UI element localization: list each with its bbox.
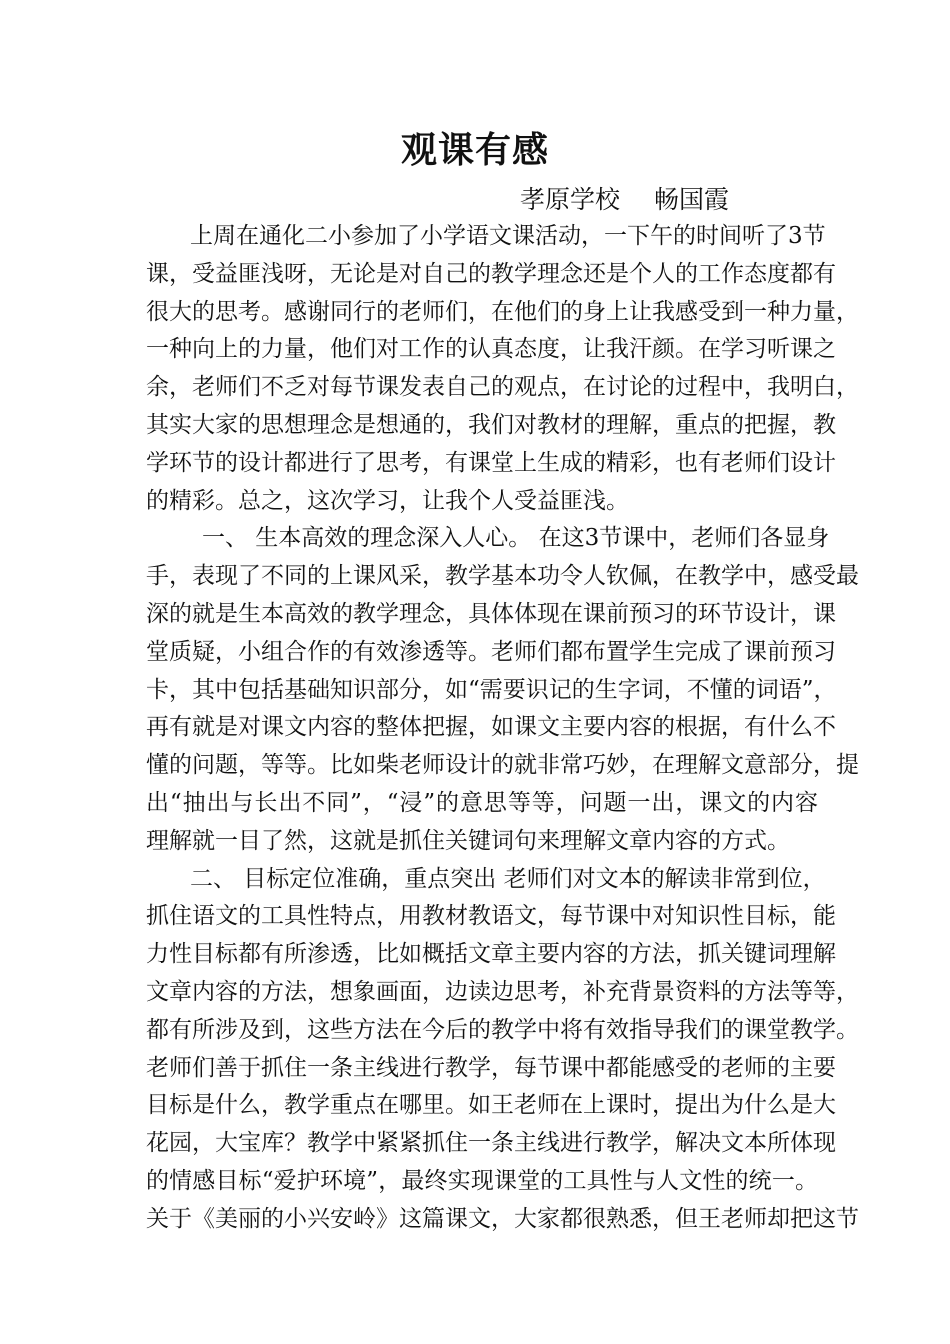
section-1-line-7: 懂的问题，等等。比如柴老师设计的就非常巧妙，在理解文意部分，提 [146,752,859,779]
paragraph-1-line-3: 很大的思考。感谢同行的老师们，在他们的身上让我感受到一种力量， [146,298,859,325]
paragraph-1-line-7: 学环节的设计都进行了思考，有课堂上生成的精彩，也有老师们设计 [146,449,836,476]
section-2-line-6: 老师们善于抓住一条主线进行教学，每节课中都能感受的老师的主要 [146,1054,836,1081]
section-2-line-10: 关于《美丽的小兴安岭》这篇课文，大家都很熟悉，但王老师却把这节 [146,1205,859,1232]
paragraph-1-line-8: 的精彩。总之，这次学习，让我个人受益匪浅。 [146,487,629,514]
section-2-line-7: 目标是什么，教学重点在哪里。如王老师在上课时，提出为什么是大 [146,1092,836,1119]
section-2-line-5: 都有所涉及到，这些方法在今后的教学中将有效指导我们的课堂教学。 [146,1016,859,1043]
section-1-line-5: 卡，其中包括基础知识部分，如“需要识记的生字词，不懂的词语”， [146,676,837,703]
section-1-line-9: 理解就一目了然，这就是抓住关键词句来理解文章内容的方式。 [146,827,790,854]
section-2-line-3: 力性目标都有所渗透，比如概括文章主要内容的方法，抓关键词理解 [146,941,836,968]
paragraph-1-line-5: 余，老师们不乏对每节课发表自己的观点，在讨论的过程中，我明白， [146,374,859,401]
author-school: 孝原学校 [520,185,621,214]
author-name: 畅国霞 [654,185,730,214]
section-1-line-3: 深的就是生本高效的教学理念，具体体现在课前预习的环节设计，课 [146,600,836,627]
document-title: 观课有感 [400,129,549,171]
section-2-line-9: 的情感目标“爱护环境”，最终实现课堂的工具性与人文性的统一。 [146,1167,818,1194]
document-body [146,218,859,1239]
section-2-line-8: 花园，大宝库？教学中紧紧抓住一条主线进行教学，解决文本所体现 [146,1130,836,1157]
paragraph-1-line-1: 上周在通化二小参加了小学语文课活动，一下午的时间听了3节 [190,223,826,249]
author-byline [520,180,808,220]
paragraph-1-line-6: 其实大家的思想理念是想通的，我们对教材的理解，重点的把握，教 [146,411,836,438]
section-1-line-1: 一、 生本高效的理念深入人心。 在这3节课中，老师们各显身 [202,525,830,552]
section-1-line-6: 再有就是对课文内容的整体把握，如课文主要内容的根据，有什么不 [146,714,836,741]
section-1-line-8: 出“抽出与长出不同”，“浸”的意思等等，问题一出，课文的内容 [146,789,818,816]
paragraph-1-line-4: 一种向上的力量，他们对工作的认真态度，让我汗颜。在学习听课之 [146,336,836,363]
paragraph-1-line-2: 课，受益匪浅呀，无论是对自己的教学理念还是个人的工作态度都有 [146,260,836,287]
section-1-line-4: 堂质疑，小组合作的有效渗透等。老师们都布置学生完成了课前预习 [146,638,836,665]
section-2-line-2: 抓住语文的工具性特点，用教材教语文，每节课中对知识性目标，能 [146,903,836,930]
section-1-line-2: 手，表现了不同的上课风采，教学基本功令人钦佩，在教学中，感受最 [146,563,859,590]
section-2-line-4: 文章内容的方法，想象画面，边读边思考，补充背景资料的方法等等， [146,978,859,1005]
section-2-line-1: 二、 目标定位准确，重点突出 老师们对文本的解读非常到位， [190,865,826,892]
